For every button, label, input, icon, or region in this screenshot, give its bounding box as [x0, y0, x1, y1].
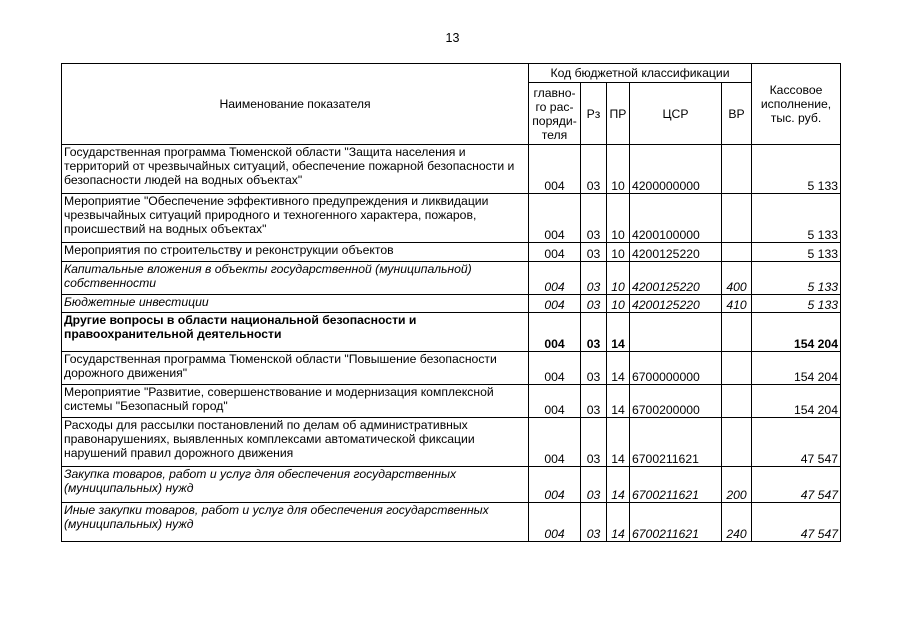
- row-glavn-cell: 004: [529, 467, 581, 503]
- row-pr-cell: 14: [607, 313, 630, 352]
- row-csr-cell: 4200125220: [630, 243, 722, 262]
- row-rz-cell: 03: [581, 503, 607, 542]
- row-name-cell: Мероприятие "Обеспечение эффективного предупреждения и ликвидации чрезвычайных ситуаций природного и техногенного характера, пожаров, происшествий на водных объектах": [62, 194, 529, 243]
- row-name-cell: Закупка товаров, работ и услуг для обеспечения государственных (муниципальных) нужд: [62, 467, 529, 503]
- row-csr-cell: 6700200000: [630, 385, 722, 418]
- row-rz-cell: 03: [581, 467, 607, 503]
- row-name-cell: Иные закупки товаров, работ и услуг для обеспечения государственных (муниципальных) нужд: [62, 503, 529, 542]
- row-csr-cell: 4200125220: [630, 262, 722, 295]
- table-row: [62, 352, 841, 385]
- row-vr-cell: [722, 243, 752, 262]
- row-pr-cell: 10: [607, 243, 630, 262]
- table-row: [62, 243, 841, 262]
- row-name-cell: Другие вопросы в области национальной безопасности и правоохранительной деятельности: [62, 313, 529, 352]
- row-csr-cell: 6700211621: [630, 467, 722, 503]
- row-rz-cell: 03: [581, 385, 607, 418]
- header-csr: ЦСР: [630, 83, 722, 145]
- row-vr-cell: 410: [722, 295, 752, 313]
- row-vr-cell: [722, 385, 752, 418]
- row-csr-cell: [630, 313, 722, 352]
- row-rz-cell: 03: [581, 313, 607, 352]
- row-csr-cell: 4200000000: [630, 145, 722, 194]
- row-rz-cell: 03: [581, 418, 607, 467]
- row-amount-cell: 154 204: [752, 313, 841, 352]
- row-pr-cell: 14: [607, 352, 630, 385]
- row-name-cell: Мероприятия по строительству и реконструкции объектов: [62, 243, 529, 262]
- row-rz-cell: 03: [581, 194, 607, 243]
- row-glavn-cell: 004: [529, 385, 581, 418]
- row-glavn-cell: 004: [529, 418, 581, 467]
- row-glavn-cell: 004: [529, 503, 581, 542]
- row-amount-cell: 47 547: [752, 467, 841, 503]
- row-glavn-cell: 004: [529, 295, 581, 313]
- row-amount-cell: 154 204: [752, 385, 841, 418]
- row-vr-cell: [722, 145, 752, 194]
- row-rz-cell: 03: [581, 352, 607, 385]
- header-budget-classification: Код бюджетной классификации: [529, 64, 752, 83]
- row-pr-cell: 10: [607, 145, 630, 194]
- row-name-cell: Государственная программа Тюменской области "Повышение безопасности дорожного движения": [62, 352, 529, 385]
- row-glavn-cell: 004: [529, 194, 581, 243]
- row-glavn-cell: 004: [529, 145, 581, 194]
- row-vr-cell: 240: [722, 503, 752, 542]
- header-rz: Рз: [581, 83, 607, 145]
- row-pr-cell: 10: [607, 194, 630, 243]
- row-name-cell: Бюджетные инвестиции: [62, 295, 529, 313]
- row-amount-cell: 47 547: [752, 418, 841, 467]
- row-vr-cell: [722, 352, 752, 385]
- row-amount-cell: 47 547: [752, 503, 841, 542]
- row-pr-cell: 14: [607, 467, 630, 503]
- row-name-cell: Мероприятие "Развитие, совершенствование и модернизация комплексной системы "Безопасный город": [62, 385, 529, 418]
- row-glavn-cell: 004: [529, 243, 581, 262]
- page-number: 13: [445, 31, 460, 45]
- row-vr-cell: [722, 313, 752, 352]
- budget-table: [61, 63, 841, 542]
- row-rz-cell: 03: [581, 243, 607, 262]
- row-vr-cell: 200: [722, 467, 752, 503]
- row-glavn-cell: 004: [529, 262, 581, 295]
- row-vr-cell: 400: [722, 262, 752, 295]
- row-vr-cell: [722, 418, 752, 467]
- header-name: Наименование показателя: [62, 64, 529, 145]
- row-rz-cell: 03: [581, 262, 607, 295]
- header-pr: ПР: [607, 83, 630, 145]
- row-name-cell: Капитальные вложения в объекты государственной (муниципальной) собственности: [62, 262, 529, 295]
- row-amount-cell: 154 204: [752, 352, 841, 385]
- table-row: [62, 313, 841, 352]
- table-row: [62, 295, 841, 313]
- row-csr-cell: 4200100000: [630, 194, 722, 243]
- table-row: [62, 145, 841, 194]
- row-csr-cell: 6700211621: [630, 418, 722, 467]
- row-glavn-cell: 004: [529, 313, 581, 352]
- row-rz-cell: 03: [581, 145, 607, 194]
- row-glavn-cell: 004: [529, 352, 581, 385]
- row-csr-cell: 6700000000: [630, 352, 722, 385]
- row-pr-cell: 10: [607, 262, 630, 295]
- table-row: [62, 194, 841, 243]
- row-pr-cell: 14: [607, 503, 630, 542]
- header-glavn: главно-го рас-поряди-теля: [529, 83, 581, 145]
- table-row: [62, 503, 841, 542]
- row-csr-cell: 6700211621: [630, 503, 722, 542]
- row-pr-cell: 14: [607, 385, 630, 418]
- row-amount-cell: 5 133: [752, 243, 841, 262]
- header-amount: Кассовое исполнение, тыс. руб.: [752, 64, 841, 145]
- row-amount-cell: 5 133: [752, 262, 841, 295]
- table-row: [62, 385, 841, 418]
- row-pr-cell: 14: [607, 418, 630, 467]
- table-row: [62, 467, 841, 503]
- row-csr-cell: 4200125220: [630, 295, 722, 313]
- header-vr: ВР: [722, 83, 752, 145]
- row-pr-cell: 10: [607, 295, 630, 313]
- row-amount-cell: 5 133: [752, 194, 841, 243]
- table-row: [62, 418, 841, 467]
- table-row: [62, 262, 841, 295]
- row-name-cell: Государственная программа Тюменской области "Защита населения и территорий от чрезвычайных ситуаций, обеспечение пожарной безопасности и безопасности людей на водных объектах": [62, 145, 529, 194]
- row-amount-cell: 5 133: [752, 145, 841, 194]
- row-vr-cell: [722, 194, 752, 243]
- row-amount-cell: 5 133: [752, 295, 841, 313]
- row-name-cell: Расходы для рассылки постановлений по делам об административных правонарушениях, выявленных комплексами автоматической фиксации нарушений правил дорожного движения: [62, 418, 529, 467]
- row-rz-cell: 03: [581, 295, 607, 313]
